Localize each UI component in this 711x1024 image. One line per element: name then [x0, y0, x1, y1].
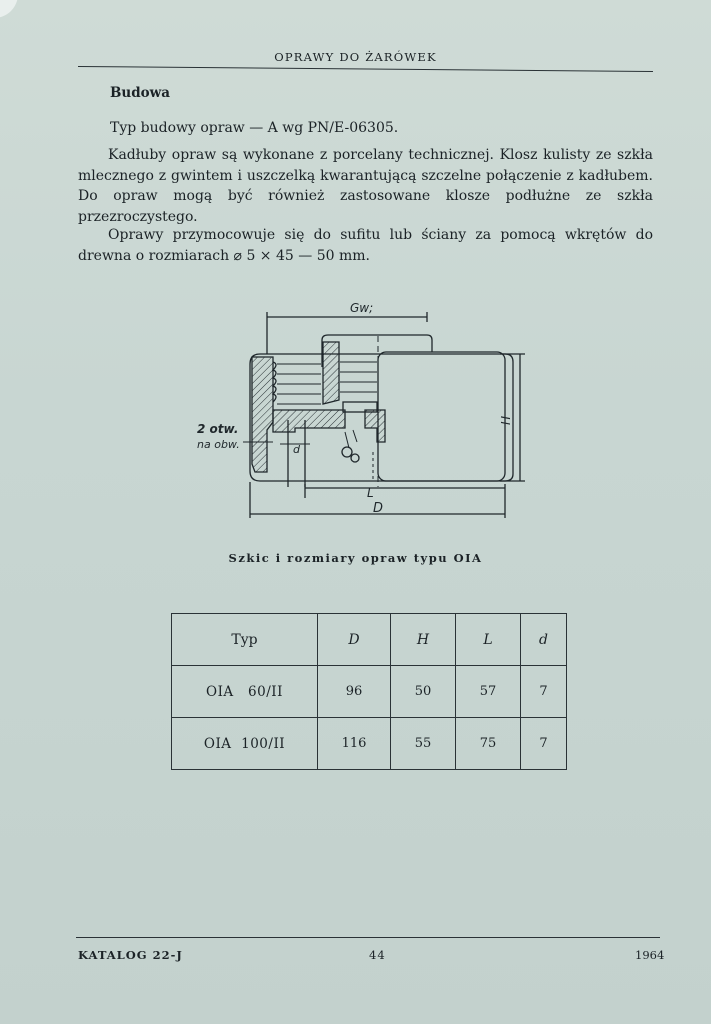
- paragraph-mounting: Oprawy przymocowuje się do sufitu lub ściany za pomocą wkrętów do drewna o rozmiarach ⌀ 5 × 45 — 50 mm.: [78, 227, 653, 264]
- table-row: [172, 666, 567, 718]
- paragraph-type: Typ budowy opraw — A wg PN/E-06305.: [110, 120, 399, 136]
- d-big-label: D: [373, 501, 384, 516]
- holes-label-1: 2 otw.: [197, 422, 239, 436]
- figure-caption: Szkic i rozmiary opraw typu OIA: [228, 551, 483, 565]
- cell-l: 75: [456, 718, 521, 770]
- paragraph-construction: Kadłuby opraw są wykonane z porcelany technicznej. Klosz kulisty ze szkła mlecznego z gwintem i uszczelką kwarantującą szczelne połączenie z kadłubem. Do opraw mogą być również zastosowane klosze podłużne ze szkła przezroczystego.: [78, 147, 653, 225]
- col-header-h: H: [391, 614, 456, 666]
- d-small-label: d: [293, 443, 300, 456]
- cell-d-outer: 116: [318, 718, 391, 770]
- cell-typ: OIA 60/II: [172, 666, 318, 718]
- cell-h: 55: [391, 718, 456, 770]
- footer-rule: [76, 937, 660, 938]
- h-label: H: [499, 415, 513, 425]
- cell-d-outer: 96: [318, 666, 391, 718]
- page-corner-hole: [0, 0, 18, 18]
- dimensions-table: [171, 613, 567, 770]
- porcelain-wall-hatch: [252, 357, 273, 472]
- footer-year: 1964: [635, 948, 665, 962]
- running-header: OPRAWY DO ŻARÓWEK: [274, 50, 437, 64]
- col-header-typ: Typ: [172, 614, 318, 666]
- col-header-l: L: [456, 614, 521, 666]
- cell-h: 50: [391, 666, 456, 718]
- table-header-row: [172, 614, 567, 666]
- cell-d-hole: 7: [521, 666, 567, 718]
- page-number: 44: [369, 948, 386, 962]
- globe-outline: [378, 352, 505, 481]
- table-row: [172, 718, 567, 770]
- cell-l: 57: [456, 666, 521, 718]
- fixture-sketch: [195, 292, 535, 528]
- col-header-d-hole: d: [521, 614, 567, 666]
- header-rule: [78, 66, 653, 72]
- col-header-d-outer: D: [318, 614, 391, 666]
- cell-d-hole: 7: [521, 718, 567, 770]
- gw-label: Gw;: [350, 301, 374, 315]
- footer-catalog: KATALOG 22-J: [78, 948, 183, 962]
- l-label: L: [367, 486, 374, 500]
- holes-label-2: na obw.: [197, 438, 240, 451]
- cell-typ: OIA 100/II: [172, 718, 318, 770]
- section-heading: Budowa: [110, 85, 171, 101]
